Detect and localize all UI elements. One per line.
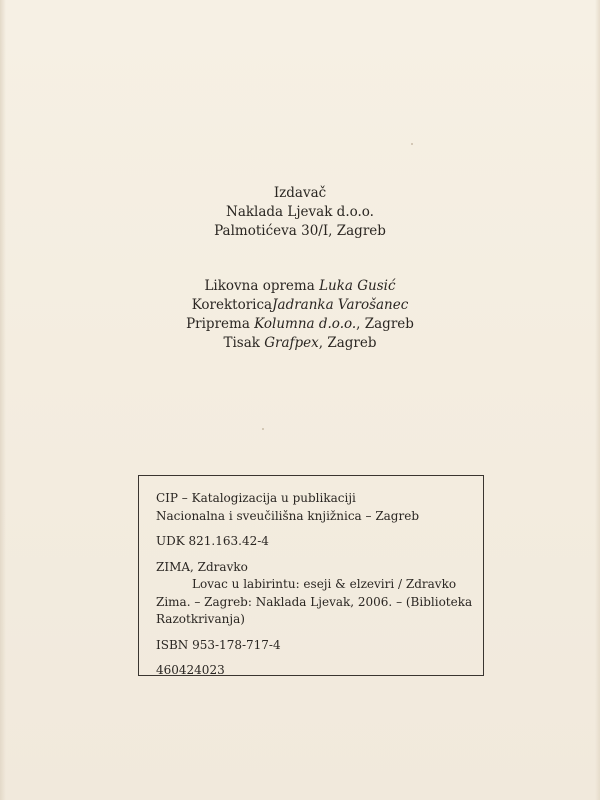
publisher-name: Naklada Ljevak d.o.o. [226,204,374,220]
cip-title: CIP – Katalogizacija u publikaciji [156,491,356,505]
credit-print-suffix: , Zagreb [318,335,377,351]
cip-entry-line-2: Zima. – Zagreb: Naklada Ljevak, 2006. – (Biblioteka [156,594,473,609]
cip-author: ZIMA, Zdravko [156,559,248,574]
cip-entry-line-1: Lovac u labirintu: eseji & elzeviri / Zdravko [192,577,457,591]
credit-proof-label: Korektorica [191,297,273,313]
cip-entry-line-3: Razotkrivanja) [156,612,245,626]
credit-design-label: Likovna oprema [204,278,315,294]
cip-record-text [156,490,476,680]
credit-proofreading [0,296,600,315]
credit-print-name: Grafpex [264,335,319,351]
publisher-block [0,184,600,241]
credit-prep-name: Kolumna d.o.o. [254,316,357,332]
cip-record-number: 460424023 [156,663,225,677]
credit-printing [0,334,600,353]
credit-prep-label: Priprema [186,316,250,332]
publisher-address: Palmotićeva 30/I, Zagreb [214,223,386,239]
page-edge-left [0,0,6,800]
credit-design-name: Luka Gusić [319,278,396,294]
publisher-label: Izdavač [273,185,327,201]
paper-speck [262,428,264,430]
cip-library: Nacionalna i sveučilišna knjižnica – Zagreb [156,508,420,523]
paper-speck [411,143,413,145]
cip-isbn: ISBN 953-178-717-4 [156,637,281,652]
credit-prep-suffix: , Zagreb [356,316,414,332]
credit-prepress [0,315,600,334]
credits-block [0,277,600,353]
credit-proof-name: Jadranka Varošanec [272,297,409,313]
cip-udk: UDK 821.163.42-4 [156,534,269,548]
credit-print-label: Tisak [223,335,260,351]
credit-design [0,277,600,296]
cip-record-box [138,475,484,676]
page-edge-right [595,0,600,800]
